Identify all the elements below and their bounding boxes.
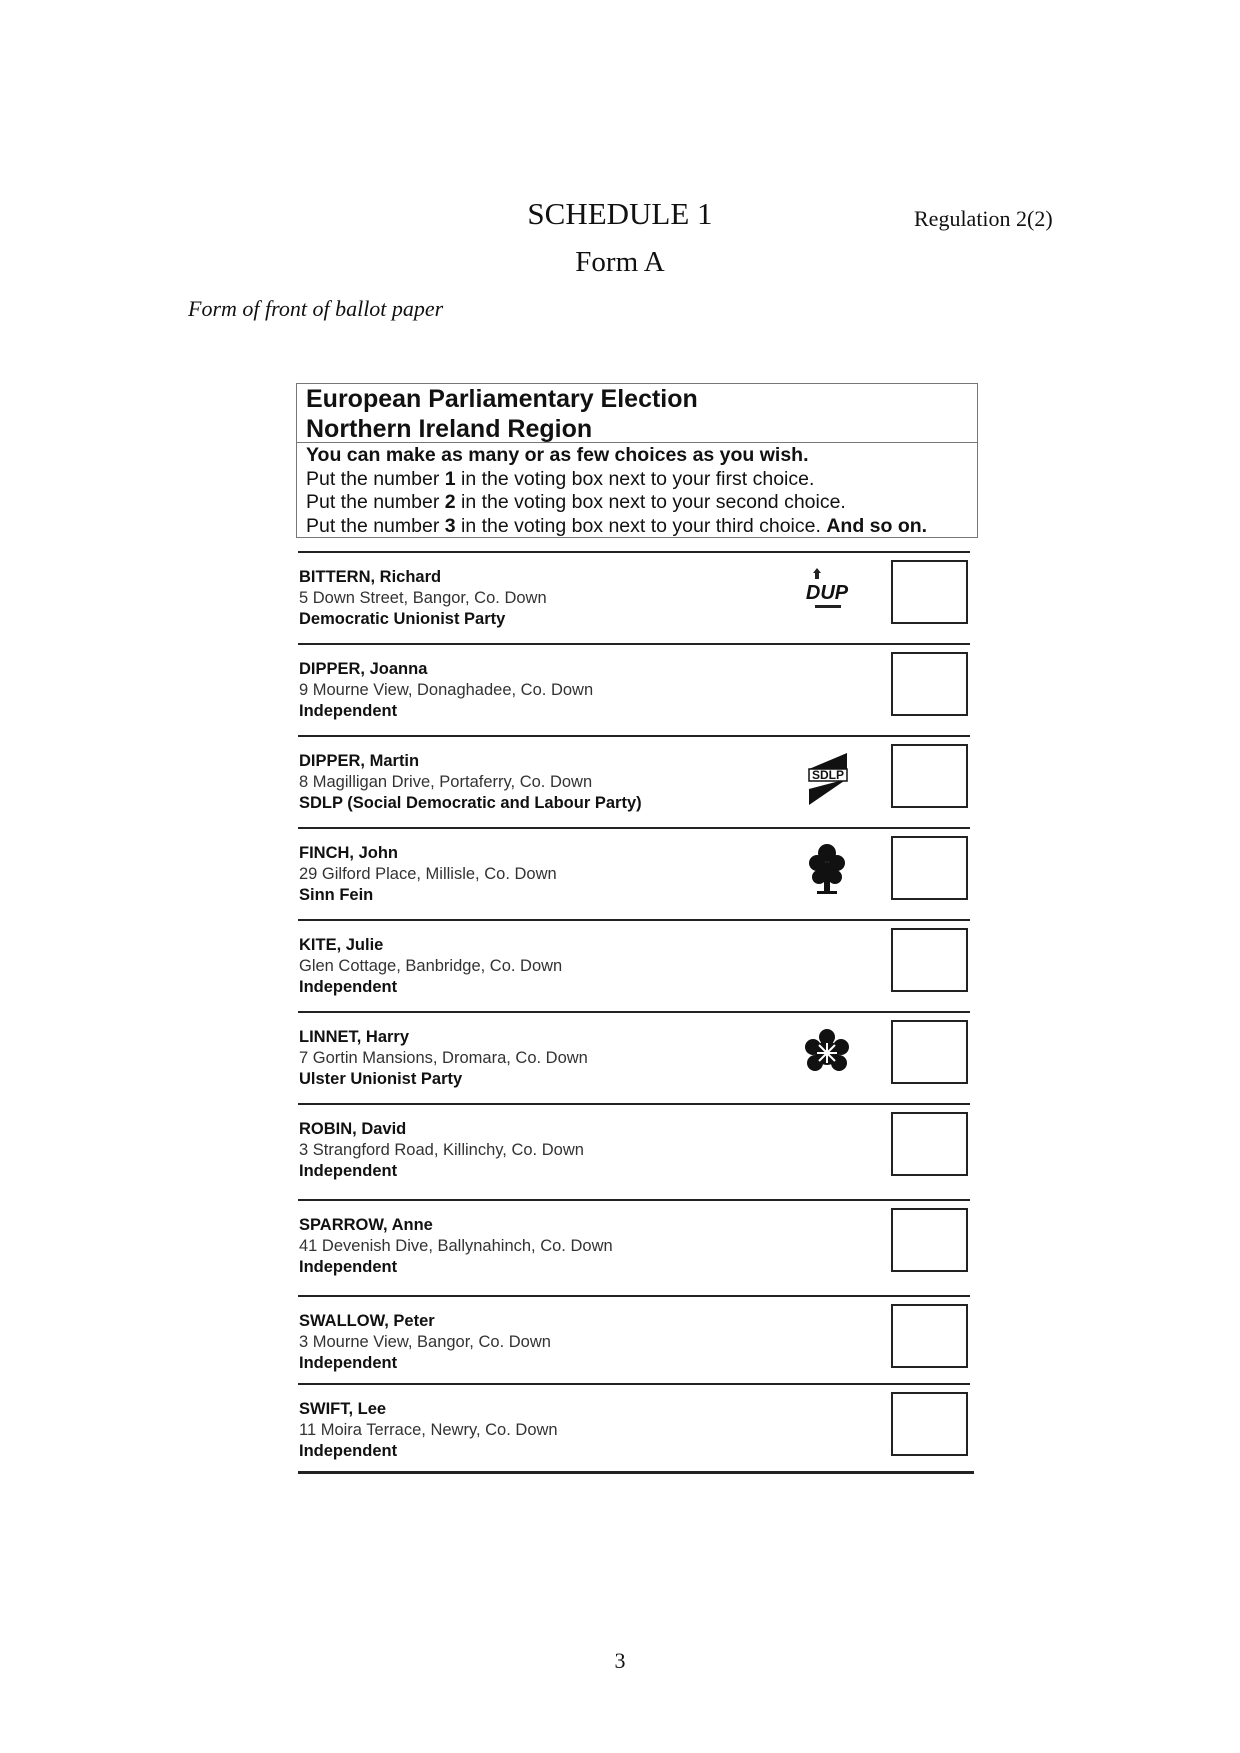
- candidate-row: [299, 827, 971, 919]
- candidate-party: Independent: [299, 1442, 398, 1460]
- sdlp-emblem-text: SDLP: [811, 768, 845, 782]
- candidate-name: ROBIN, David: [299, 1120, 407, 1138]
- voting-box[interactable]: [891, 1020, 968, 1084]
- candidate-address: 8 Magilligan Drive, Portaferry, Co. Down: [299, 773, 593, 791]
- candidate-name: SPARROW, Anne: [299, 1216, 433, 1234]
- candidate-address: 41 Devenish Dive, Ballynahinch, Co. Down: [299, 1237, 613, 1255]
- ballot-title-2: Northern Ireland Region: [306, 415, 593, 443]
- candidate-party: Independent: [299, 1258, 398, 1276]
- candidate-address: 11 Moira Terrace, Newry, Co. Down: [299, 1421, 558, 1439]
- candidate-name: FINCH, John: [299, 844, 398, 862]
- candidate-party: Democratic Unionist Party: [299, 610, 506, 628]
- candidate-name: KITE, Julie: [299, 936, 384, 954]
- candidate-address: 9 Mourne View, Donaghadee, Co. Down: [299, 681, 594, 699]
- candidate-address: 3 Strangford Road, Killinchy, Co. Down: [299, 1141, 584, 1159]
- instruction-2: Put the number 1 in the voting box next to your first choice.: [306, 467, 815, 490]
- ballot-paper: [296, 383, 978, 1460]
- ballot-instructions: [296, 443, 978, 538]
- candidate-party: Independent: [299, 978, 398, 996]
- voting-box[interactable]: [891, 1112, 968, 1176]
- candidate-name: LINNET, Harry: [299, 1028, 410, 1046]
- candidate-row: [299, 1295, 971, 1387]
- voting-box[interactable]: [891, 652, 968, 716]
- sdlp-emblem: [799, 749, 855, 805]
- candidate-address: Glen Cottage, Banbridge, Co. Down: [299, 957, 563, 975]
- candidate-row: [299, 551, 971, 643]
- regulation-reference: Regulation 2(2): [914, 206, 1053, 231]
- instruction-3: Put the number 2 in the voting box next to your second choice.: [306, 491, 846, 513]
- candidate-row: [299, 919, 971, 1011]
- candidate-party: Sinn Fein: [299, 886, 374, 904]
- candidate-party: Independent: [299, 1162, 398, 1180]
- voting-box[interactable]: [891, 836, 968, 900]
- voting-box[interactable]: [891, 744, 968, 808]
- page-number: 3: [614, 1648, 626, 1673]
- voting-box[interactable]: [891, 1304, 968, 1368]
- candidate-party: Independent: [299, 702, 398, 720]
- voting-box[interactable]: [891, 560, 968, 624]
- candidate-name: DIPPER, Joanna: [299, 660, 428, 678]
- schedule-heading: SCHEDULE 1: [527, 196, 713, 231]
- candidate-name: SWIFT, Lee: [299, 1400, 387, 1418]
- sinn-fein-emblem: [799, 841, 855, 897]
- candidate-name: SWALLOW, Peter: [299, 1312, 435, 1330]
- candidate-party: Ulster Unionist Party: [299, 1070, 463, 1088]
- candidate-row: [299, 1199, 971, 1291]
- candidate-party: Independent: [299, 1354, 398, 1372]
- ballot-header: [296, 383, 978, 443]
- candidate-name: DIPPER, Martin: [299, 752, 420, 770]
- candidate-row: [299, 1103, 971, 1195]
- candidate-address: 3 Mourne View, Bangor, Co. Down: [299, 1333, 551, 1351]
- candidate-row: [299, 643, 971, 735]
- dup-emblem: [799, 565, 855, 621]
- instruction-1: You can make as many or as few choices as you wish.: [306, 444, 809, 466]
- voting-box[interactable]: [891, 1208, 968, 1272]
- instruction-4: Put the number 3 in the voting box next to your third choice. And so on.: [306, 514, 928, 537]
- candidate-row: [299, 735, 971, 827]
- candidate-name: BITTERN, Richard: [299, 568, 442, 586]
- candidate-address: 5 Down Street, Bangor, Co. Down: [299, 589, 547, 607]
- form-description: Form of front of ballot paper: [188, 296, 444, 321]
- candidate-row: [299, 1011, 971, 1103]
- candidate-address: 7 Gortin Mansions, Dromara, Co. Down: [299, 1049, 588, 1067]
- voting-box[interactable]: [891, 928, 968, 992]
- candidate-party: SDLP (Social Democratic and Labour Party): [299, 794, 642, 812]
- ballot-bottom-rule: [298, 1471, 974, 1474]
- ballot-title-1: European Parliamentary Election: [306, 385, 698, 413]
- form-heading: Form A: [575, 246, 665, 278]
- uup-emblem: [799, 1025, 855, 1081]
- candidate-row: [299, 1383, 971, 1475]
- dup-emblem-text: DUP: [805, 582, 849, 604]
- candidate-address: 29 Gilford Place, Millisle, Co. Down: [299, 865, 557, 883]
- voting-box[interactable]: [891, 1392, 968, 1456]
